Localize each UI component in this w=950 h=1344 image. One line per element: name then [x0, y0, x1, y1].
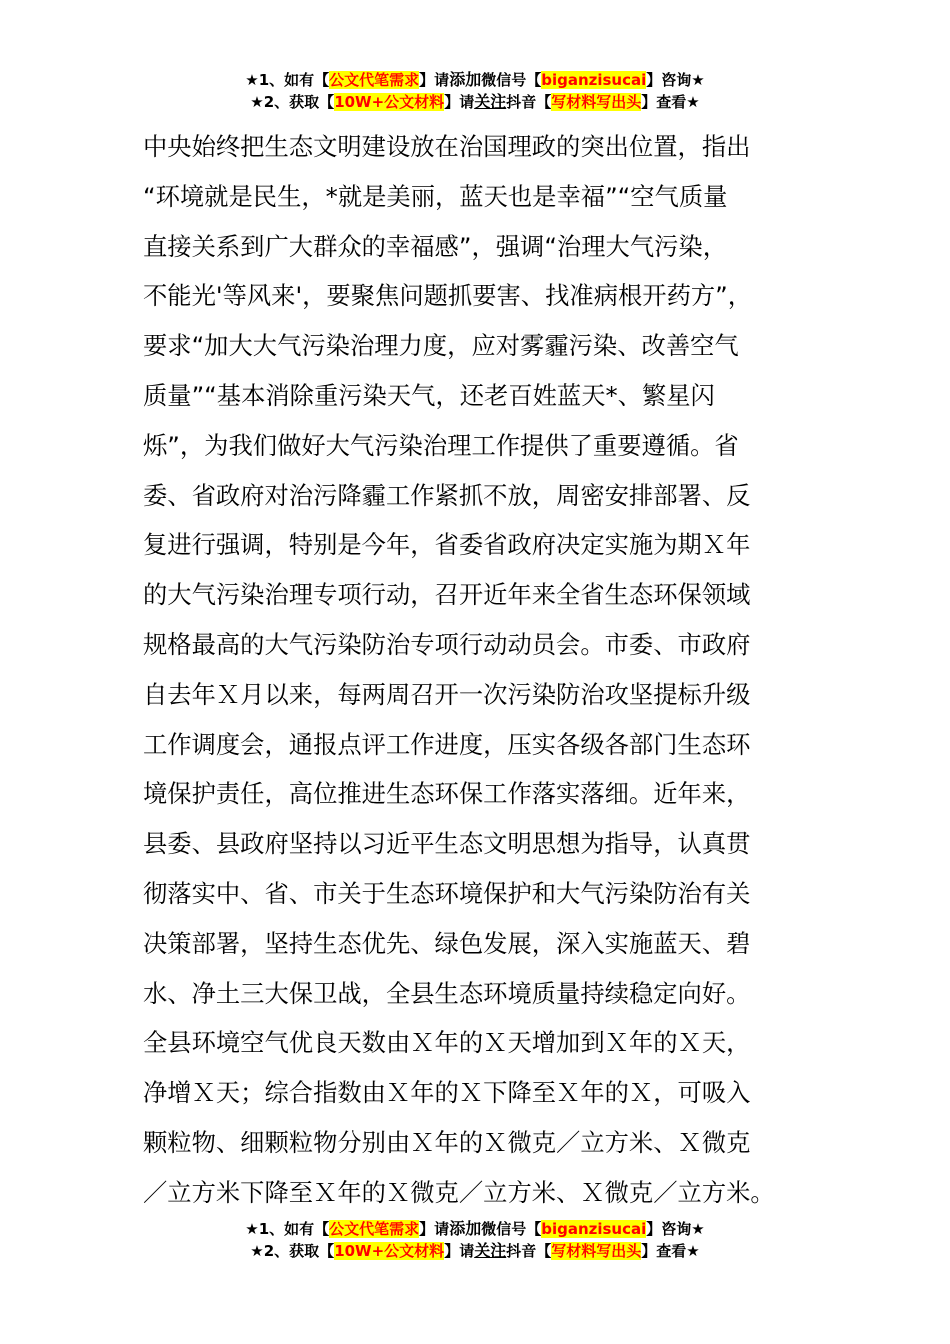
text-line: 彻落实中、省、市关于生态环境保护和大气污染防治有关: [143, 878, 751, 908]
banner-text: 添加: [449, 70, 482, 89]
highlight-douyin-account: 写材料写出头: [551, 1242, 642, 1260]
banner-text: 】查看★: [641, 1242, 700, 1260]
banner-line-2: [0, 1240, 950, 1262]
banner-text: 】请: [419, 71, 450, 89]
banner-text: 2、获取【: [263, 1242, 335, 1260]
banner-text: 微信号【: [481, 71, 542, 89]
banner-text: 关注: [474, 92, 507, 111]
body-paragraph: [143, 122, 811, 1218]
highlight-service: 公文代笔需求: [329, 71, 420, 89]
text-line: 中央始终把生态文明建设放在治国理政的突出位置，指出: [143, 132, 751, 161]
highlight-materials: 10W+公文材料: [334, 93, 445, 111]
text-line: 颗粒物、细颗粒物分别由Ｘ年的Ｘ微克／立方米、Ｘ微克: [143, 1127, 751, 1157]
banner-text: 】查看★: [641, 93, 700, 111]
highlight-wechat-id: biganzisucai: [541, 71, 647, 89]
banner-line-2: [0, 91, 950, 113]
text-line: 直接关系到广大群众的幸福感”，强调“治理大气污染，: [143, 231, 728, 261]
text-line: 要求“加大大气污染治理力度，应对雾霾污染、改善空气: [143, 331, 739, 361]
text-line: 决策部署，坚持生态优先、绿色发展，深入实施蓝天、碧: [143, 928, 751, 958]
top-banner: [0, 69, 950, 113]
text-line: 规格最高的大气污染防治专项行动动员会。市委、市政府: [143, 629, 751, 659]
text-line: 复进行强调，特别是今年，省委省政府决定实施为期Ｘ年: [143, 530, 751, 560]
banner-line-1: [0, 1218, 950, 1240]
banner-text: 微信号【: [481, 1220, 542, 1238]
text-line: “环境就是民生，*就是美丽，蓝天也是幸福”“空气质量: [143, 181, 728, 211]
star-icon: ★: [250, 1242, 264, 1260]
star-icon: ★: [245, 1220, 259, 1238]
text-line: 净增Ｘ天；综合指数由Ｘ年的Ｘ下降至Ｘ年的Ｘ，可吸入: [143, 1078, 751, 1108]
text-line: 县委、县政府坚持以习近平生态文明思想为指导，认真贯: [143, 829, 751, 859]
text-line: 的大气污染治理专项行动，召开近年来全省生态环保领域: [143, 580, 751, 610]
text-line: 工作调度会，通报点评工作进度，压实各级各部门生态环: [143, 729, 751, 759]
star-icon: ★: [250, 93, 264, 111]
highlight-materials: 10W+公文材料: [334, 1242, 445, 1260]
text-line: ／立方米下降至Ｘ年的Ｘ微克／立方米、Ｘ微克／立方米。: [143, 1177, 775, 1207]
highlight-douyin-account: 写材料写出头: [551, 93, 642, 111]
bottom-banner: [0, 1218, 950, 1262]
banner-text: 】咨询★: [646, 71, 705, 89]
banner-text: 】咨询★: [646, 1220, 705, 1238]
banner-line-1: [0, 69, 950, 91]
text-line: 自去年Ｘ月以来，每两周召开一次污染防治攻坚提标升级: [143, 679, 751, 709]
banner-text: 关注: [474, 1241, 507, 1260]
text-line: 境保护责任，高位推进生态环保工作落实落细。近年来，: [143, 779, 751, 809]
text-line: 全县环境空气优良天数由Ｘ年的Ｘ天增加到Ｘ年的Ｘ天，: [143, 1028, 751, 1058]
banner-text: 2、获取【: [263, 93, 335, 111]
banner-text: 1、如有【: [258, 1220, 330, 1238]
star-icon: ★: [245, 71, 259, 89]
text-line: 烁”，为我们做好大气污染治理工作提供了重要遵循。省: [143, 430, 739, 460]
banner-text: 抖音【: [506, 1242, 552, 1260]
banner-text: 添加: [449, 1219, 482, 1238]
banner-text: 抖音【: [506, 93, 552, 111]
banner-text: 】请: [419, 1220, 450, 1238]
banner-text: 】请: [444, 93, 475, 111]
text-line: 委、省政府对治污降霾工作紧抓不放，周密安排部署、反: [143, 480, 751, 510]
highlight-service: 公文代笔需求: [329, 1220, 420, 1238]
text-line: 水、净土三大保卫战，全县生态环境质量持续稳定向好。: [143, 978, 751, 1008]
highlight-wechat-id: biganzisucai: [541, 1220, 647, 1238]
text-line: 质量”“基本消除重污染天气，还老百姓蓝天*、繁星闪: [143, 380, 715, 410]
banner-text: 】请: [444, 1242, 475, 1260]
text-line: 不能光'等风来'，要聚焦问题抓要害、找准病根开药方”，: [143, 281, 753, 311]
banner-text: 1、如有【: [258, 71, 330, 89]
